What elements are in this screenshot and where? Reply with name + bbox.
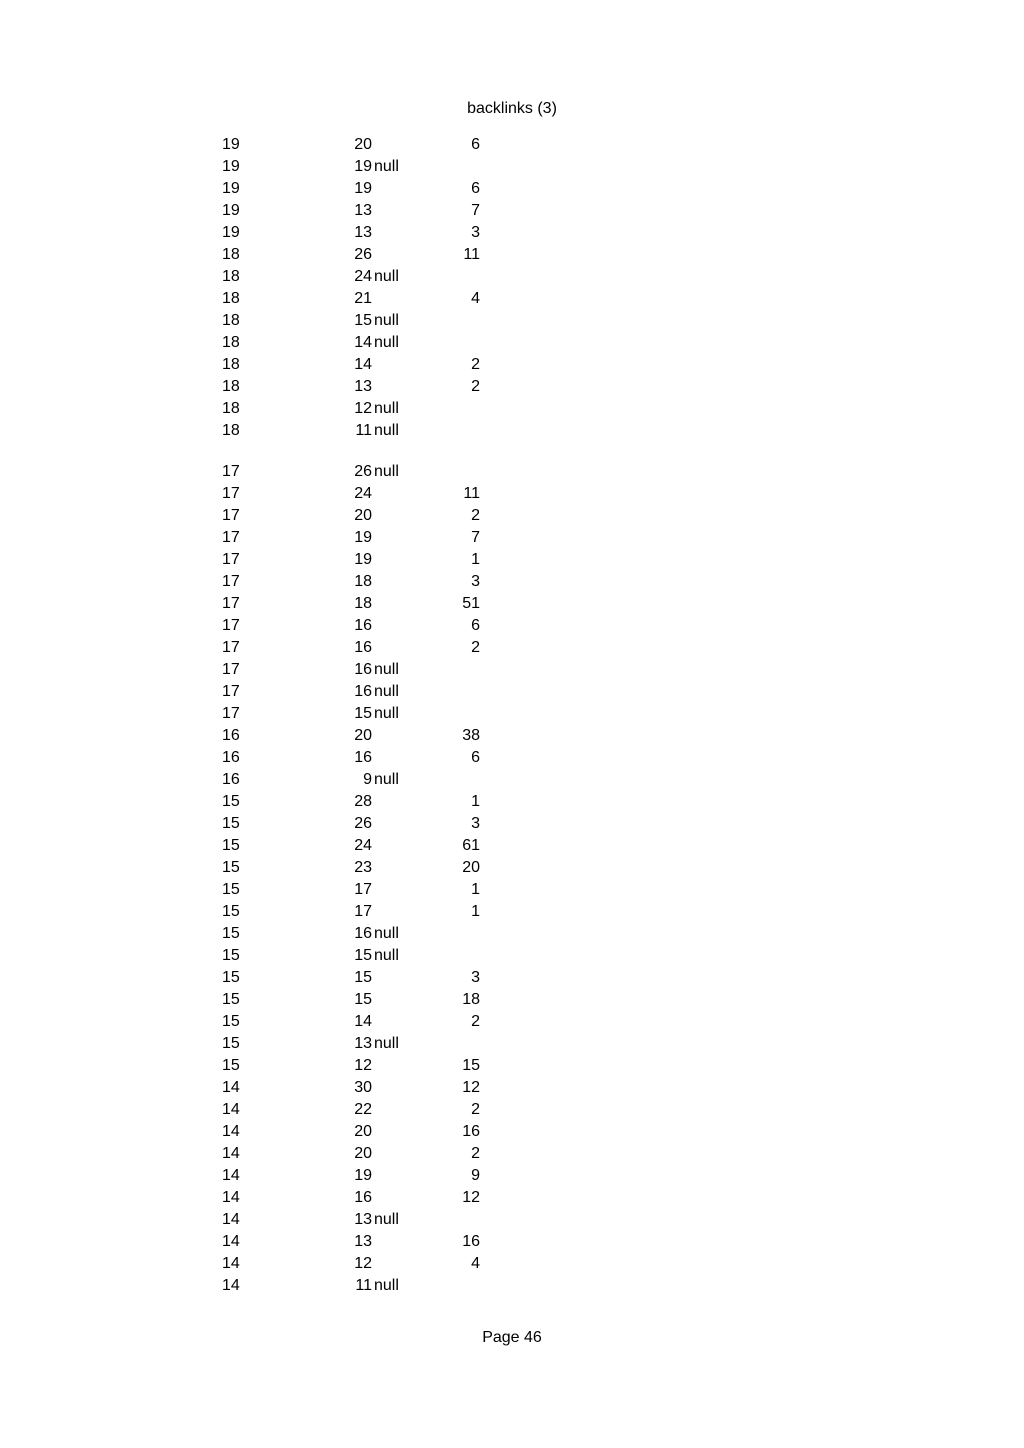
cell-col-b: 28 xyxy=(354,793,372,810)
cell-col-a: 19 xyxy=(222,202,240,219)
table-row xyxy=(222,1011,522,1033)
cell-col-c: 2 xyxy=(471,1145,480,1162)
cell-col-a: 15 xyxy=(222,947,240,964)
cell-col-c: 6 xyxy=(471,180,480,197)
table-row xyxy=(222,483,522,505)
cell-col-c: 2 xyxy=(471,1101,480,1118)
page-number: Page 46 xyxy=(482,1329,542,1346)
cell-col-b: 16 xyxy=(354,617,372,634)
table-row xyxy=(222,1143,522,1165)
cell-col-b: 20 xyxy=(354,1145,372,1162)
cell-col-a: 15 xyxy=(222,1035,240,1052)
cell-col-b: 19 xyxy=(354,1167,372,1184)
cell-col-a: 14 xyxy=(222,1167,240,1184)
cell-col-b: 16 xyxy=(354,661,372,678)
cell-col-a: 18 xyxy=(222,400,240,417)
cell-col-a: 15 xyxy=(222,925,240,942)
cell-col-b: 17 xyxy=(354,881,372,898)
cell-col-a: 17 xyxy=(222,573,240,590)
cell-col-b: 20 xyxy=(354,136,372,153)
cell-col-c: 3 xyxy=(471,573,480,590)
cell-col-c: 12 xyxy=(462,1189,480,1206)
table-row xyxy=(222,200,522,222)
table-row xyxy=(222,266,522,288)
cell-col-c: null xyxy=(374,312,399,329)
page-title: backlinks (3) xyxy=(467,100,557,117)
cell-col-b: 19 xyxy=(354,158,372,175)
cell-col-a: 18 xyxy=(222,246,240,263)
cell-col-c: null xyxy=(374,463,399,480)
table-row xyxy=(222,659,522,681)
table-row xyxy=(222,637,522,659)
cell-col-c: null xyxy=(374,1277,399,1294)
table-row xyxy=(222,901,522,923)
cell-col-a: 14 xyxy=(222,1233,240,1250)
cell-col-a: 17 xyxy=(222,683,240,700)
cell-col-b: 14 xyxy=(354,1013,372,1030)
cell-col-a: 16 xyxy=(222,727,240,744)
cell-col-c: 11 xyxy=(463,246,480,263)
cell-col-c: 3 xyxy=(471,969,480,986)
cell-col-a: 14 xyxy=(222,1079,240,1096)
cell-col-c: null xyxy=(374,683,399,700)
cell-col-c: 6 xyxy=(471,136,480,153)
cell-col-a: 17 xyxy=(222,705,240,722)
cell-col-b: 13 xyxy=(354,202,372,219)
table-row xyxy=(222,178,522,200)
cell-col-b: 14 xyxy=(354,334,372,351)
table-row xyxy=(222,615,522,637)
cell-col-b: 13 xyxy=(354,1035,372,1052)
table-row xyxy=(222,420,522,442)
cell-col-b: 12 xyxy=(354,1057,372,1074)
cell-col-b: 23 xyxy=(354,859,372,876)
cell-col-c: 1 xyxy=(471,793,480,810)
table-row xyxy=(222,703,522,725)
cell-col-b: 21 xyxy=(354,290,372,307)
cell-col-c: 1 xyxy=(471,881,480,898)
cell-col-a: 14 xyxy=(222,1189,240,1206)
cell-col-b: 19 xyxy=(354,180,372,197)
cell-col-a: 15 xyxy=(222,991,240,1008)
cell-col-b: 12 xyxy=(354,1255,372,1272)
cell-col-a: 14 xyxy=(222,1277,240,1294)
cell-col-a: 17 xyxy=(222,463,240,480)
table-row xyxy=(222,1231,522,1253)
cell-col-b: 15 xyxy=(354,947,372,964)
cell-col-b: 26 xyxy=(354,463,372,480)
cell-col-c: 1 xyxy=(471,551,480,568)
cell-col-a: 15 xyxy=(222,815,240,832)
cell-col-a: 17 xyxy=(222,617,240,634)
cell-col-a: 15 xyxy=(222,793,240,810)
cell-col-c: null xyxy=(374,400,399,417)
cell-col-b: 15 xyxy=(354,312,372,329)
cell-col-b: 16 xyxy=(354,639,372,656)
table-row xyxy=(222,967,522,989)
cell-col-c: 16 xyxy=(462,1233,480,1250)
table-row xyxy=(222,222,522,244)
cell-col-a: 15 xyxy=(222,837,240,854)
cell-col-b: 16 xyxy=(354,925,372,942)
table-row xyxy=(222,505,522,527)
cell-col-b: 24 xyxy=(354,485,372,502)
table-row xyxy=(222,244,522,266)
cell-col-b: 19 xyxy=(354,529,372,546)
cell-col-c: 61 xyxy=(462,837,480,854)
table-row xyxy=(222,923,522,945)
cell-col-a: 17 xyxy=(222,639,240,656)
cell-col-b: 30 xyxy=(354,1079,372,1096)
cell-col-a: 15 xyxy=(222,881,240,898)
table-row xyxy=(222,1121,522,1143)
cell-col-c: null xyxy=(374,268,399,285)
cell-col-b: 13 xyxy=(354,1233,372,1250)
cell-col-a: 15 xyxy=(222,1013,240,1030)
cell-col-c: 6 xyxy=(471,749,480,766)
cell-col-c: 12 xyxy=(462,1079,480,1096)
cell-col-c: null xyxy=(374,422,399,439)
cell-col-a: 14 xyxy=(222,1123,240,1140)
cell-col-c: 1 xyxy=(471,903,480,920)
cell-col-a: 15 xyxy=(222,903,240,920)
cell-col-b: 14 xyxy=(354,356,372,373)
cell-col-b: 24 xyxy=(354,837,372,854)
table-row xyxy=(222,376,522,398)
cell-col-c: 2 xyxy=(471,1013,480,1030)
cell-col-b: 15 xyxy=(354,705,372,722)
cell-col-c: 15 xyxy=(462,1057,480,1074)
cell-col-b: 26 xyxy=(354,815,372,832)
cell-col-b: 13 xyxy=(354,378,372,395)
table-row xyxy=(222,835,522,857)
cell-col-c: 4 xyxy=(471,290,480,307)
cell-col-a: 19 xyxy=(222,158,240,175)
cell-col-b: 18 xyxy=(354,573,372,590)
cell-col-a: 14 xyxy=(222,1255,240,1272)
cell-col-a: 17 xyxy=(222,595,240,612)
cell-col-a: 18 xyxy=(222,290,240,307)
table-row xyxy=(222,593,522,615)
table-row xyxy=(222,879,522,901)
cell-col-b: 26 xyxy=(354,246,372,263)
cell-col-a: 16 xyxy=(222,749,240,766)
table-row xyxy=(222,1275,522,1297)
cell-col-b: 16 xyxy=(354,1189,372,1206)
cell-col-c: null xyxy=(374,771,399,788)
cell-col-b: 20 xyxy=(354,727,372,744)
table-row xyxy=(222,1055,522,1077)
table-row xyxy=(222,571,522,593)
cell-col-a: 19 xyxy=(222,136,240,153)
cell-col-b: 22 xyxy=(354,1101,372,1118)
cell-col-c: 9 xyxy=(471,1167,480,1184)
cell-col-c: null xyxy=(374,705,399,722)
table-row xyxy=(222,989,522,1011)
cell-col-a: 16 xyxy=(222,771,240,788)
table-row xyxy=(222,549,522,571)
cell-col-b: 13 xyxy=(354,1211,372,1228)
cell-col-b: 16 xyxy=(354,683,372,700)
cell-col-a: 17 xyxy=(222,507,240,524)
cell-col-a: 18 xyxy=(222,312,240,329)
cell-col-c: 2 xyxy=(471,639,480,656)
cell-col-c: null xyxy=(374,1035,399,1052)
table-row xyxy=(222,1077,522,1099)
cell-col-c: 3 xyxy=(471,224,480,241)
table-row xyxy=(222,1099,522,1121)
table-row xyxy=(222,769,522,791)
cell-col-b: 18 xyxy=(354,595,372,612)
cell-col-c: null xyxy=(374,925,399,942)
table-row xyxy=(222,1209,522,1231)
table-row xyxy=(222,288,522,310)
cell-col-a: 14 xyxy=(222,1211,240,1228)
cell-col-b: 16 xyxy=(354,749,372,766)
cell-col-a: 18 xyxy=(222,268,240,285)
cell-col-c: 16 xyxy=(462,1123,480,1140)
cell-col-c: 3 xyxy=(471,815,480,832)
cell-col-b: 20 xyxy=(354,1123,372,1140)
table-row xyxy=(222,332,522,354)
cell-col-c: 20 xyxy=(462,859,480,876)
cell-col-c: 11 xyxy=(463,485,480,502)
table-row xyxy=(222,1033,522,1055)
cell-col-b: 24 xyxy=(354,268,372,285)
table-row xyxy=(222,1253,522,1275)
cell-col-a: 17 xyxy=(222,551,240,568)
cell-col-a: 15 xyxy=(222,859,240,876)
cell-col-a: 15 xyxy=(222,969,240,986)
cell-col-c: null xyxy=(374,947,399,964)
table-row xyxy=(222,354,522,376)
cell-col-c: null xyxy=(374,158,399,175)
table-row xyxy=(222,747,522,769)
cell-col-a: 19 xyxy=(222,224,240,241)
cell-col-c: 2 xyxy=(471,378,480,395)
cell-col-c: 2 xyxy=(471,507,480,524)
cell-col-a: 18 xyxy=(222,356,240,373)
data-table xyxy=(222,134,522,1297)
cell-col-b: 11 xyxy=(355,1277,372,1294)
table-row xyxy=(222,310,522,332)
cell-col-c: 7 xyxy=(471,529,480,546)
table-row xyxy=(222,527,522,549)
table-row xyxy=(222,681,522,703)
cell-col-c: 4 xyxy=(471,1255,480,1272)
cell-col-a: 14 xyxy=(222,1101,240,1118)
table-row xyxy=(222,1165,522,1187)
cell-col-c: null xyxy=(374,334,399,351)
table-row xyxy=(222,857,522,879)
cell-col-c: 7 xyxy=(471,202,480,219)
table-row xyxy=(222,1187,522,1209)
cell-col-a: 14 xyxy=(222,1145,240,1162)
table-row xyxy=(222,461,522,483)
cell-col-a: 19 xyxy=(222,180,240,197)
cell-col-c: 6 xyxy=(471,617,480,634)
table-row xyxy=(222,134,522,156)
cell-col-c: 38 xyxy=(462,727,480,744)
cell-col-b: 13 xyxy=(354,224,372,241)
table-row xyxy=(222,813,522,835)
cell-col-a: 18 xyxy=(222,422,240,439)
cell-col-b: 12 xyxy=(354,400,372,417)
cell-col-a: 15 xyxy=(222,1057,240,1074)
cell-col-b: 15 xyxy=(354,969,372,986)
table-row xyxy=(222,945,522,967)
cell-col-b: 17 xyxy=(354,903,372,920)
table-row xyxy=(222,156,522,178)
cell-col-a: 17 xyxy=(222,485,240,502)
cell-col-b: 15 xyxy=(354,991,372,1008)
cell-col-c: null xyxy=(374,1211,399,1228)
cell-col-c: 18 xyxy=(462,991,480,1008)
cell-col-c: null xyxy=(374,661,399,678)
cell-col-a: 18 xyxy=(222,334,240,351)
table-row xyxy=(222,791,522,813)
table-row xyxy=(222,398,522,420)
cell-col-a: 18 xyxy=(222,378,240,395)
cell-col-c: 2 xyxy=(471,356,480,373)
cell-col-c: 51 xyxy=(462,595,480,612)
table-row xyxy=(222,725,522,747)
cell-col-b: 9 xyxy=(363,771,372,788)
cell-col-b: 11 xyxy=(355,422,372,439)
cell-col-b: 20 xyxy=(354,507,372,524)
cell-col-b: 19 xyxy=(354,551,372,568)
cell-col-a: 17 xyxy=(222,661,240,678)
cell-col-a: 17 xyxy=(222,529,240,546)
